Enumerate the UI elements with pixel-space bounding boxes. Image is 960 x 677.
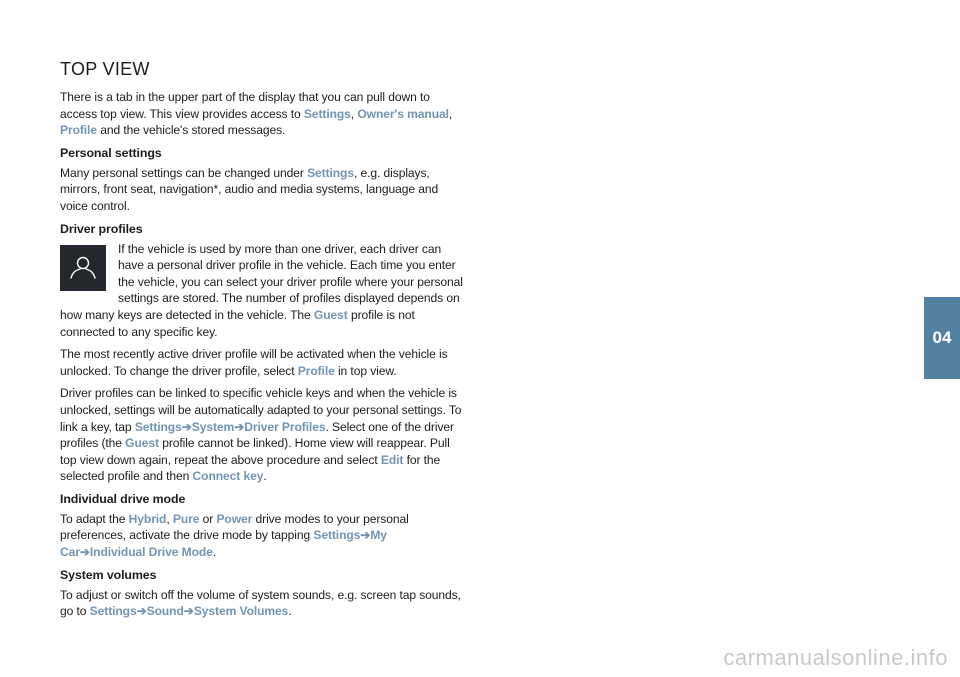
page-title: TOP VIEW [60,59,150,79]
arrow-right-icon: ➔ [79,545,90,560]
settings-link[interactable]: Settings [134,419,182,434]
personal-settings-heading: Personal settings [60,145,162,160]
page-content [60,58,464,626]
driver-profiles-paragraph: If the vehicle is used by more than one driver, each driver can have a personal driver profile in the vehicle. Each time you enter the vehicle, you can select your driver profile where your personal settings are stored. The number of profiles displayed depends on how many keys are detected in the vehicle. The Guest profile is not connected to any specific key. [60,241,463,339]
arrow-right-icon: ➔ [136,604,147,619]
settings-link[interactable]: Settings [89,604,137,619]
connect-key-link[interactable]: Connect key [192,469,264,484]
profile-linking-paragraph: Driver profiles can be linked to specific vehicle keys and when the vehicle is unlocked, settings will be automatically adapted to your personal settings. To link a key, tap Settings➔System➔Driver Profiles. Select one of the driver profiles (the Guest profile cannot be linked). Home view will reappear. Pull top view down again, repeat the above procedure and select Edit for the selected profile and then Connect key. [60,386,462,484]
arrow-right-icon: ➔ [181,419,192,434]
chapter-tab[interactable] [924,297,960,379]
hybrid-link[interactable]: Hybrid [128,511,167,526]
profile-activation-paragraph: The most recently active driver profile will be activated when the vehicle is unlocked. To change the driver profile, select Profile in top view. [60,347,448,378]
drive-mode-paragraph: To adapt the Hybrid, Pure or Power drive modes to your personal preferences, activate the drive mode by tapping Settings➔My Car➔Individual Drive Mode. [60,511,409,560]
profile-link[interactable]: Profile [297,363,335,378]
settings-link[interactable]: Settings [307,165,354,180]
person-icon [60,245,106,291]
chapter-number: 04 [932,328,952,347]
system-volumes-heading: System volumes [60,567,157,582]
settings-link[interactable]: Settings [313,528,361,543]
intro-paragraph: There is a tab in the upper part of the display that you can pull down to access top view. This view provides access to Settings, Owner's manual, Profile and the vehicle's stored messages. [60,90,453,138]
guest-label[interactable]: Guest [125,436,159,451]
arrow-right-icon: ➔ [183,604,194,619]
system-volumes-paragraph: To adjust or switch off the volume of system sounds, e.g. screen tap sounds, go to Settings➔Sound➔System Volumes. [60,587,461,619]
guest-label[interactable]: Guest [313,307,348,322]
owners-manual-link[interactable]: Owner's manual [357,106,449,121]
sound-link[interactable]: Sound [146,604,184,619]
individual-drive-mode-heading: Individual drive mode [60,491,186,506]
settings-link[interactable]: Settings [303,106,351,121]
edit-link[interactable]: Edit [380,452,404,467]
power-link[interactable]: Power [216,511,253,526]
driver-profiles-link[interactable]: Driver Profiles [244,419,326,434]
watermark: carmanualsonline.info [723,645,948,670]
driver-profiles-heading: Driver profiles [60,221,143,236]
arrow-right-icon: ➔ [360,528,371,543]
profile-link[interactable]: Profile [60,123,97,138]
system-volumes-link[interactable]: System Volumes [193,604,289,619]
system-link[interactable]: System [191,419,235,434]
driver-profiles-block [60,241,464,347]
personal-settings-paragraph: Many personal settings can be changed under Settings, e.g. displays, mirrors, front seat, navigation*, audio and media systems, language and voice control. [60,165,439,213]
pure-link[interactable]: Pure [172,511,200,526]
individual-drive-mode-link[interactable]: Individual Drive Mode [89,545,213,560]
arrow-right-icon: ➔ [234,419,245,434]
my-car-link[interactable]: My Car [60,528,387,560]
